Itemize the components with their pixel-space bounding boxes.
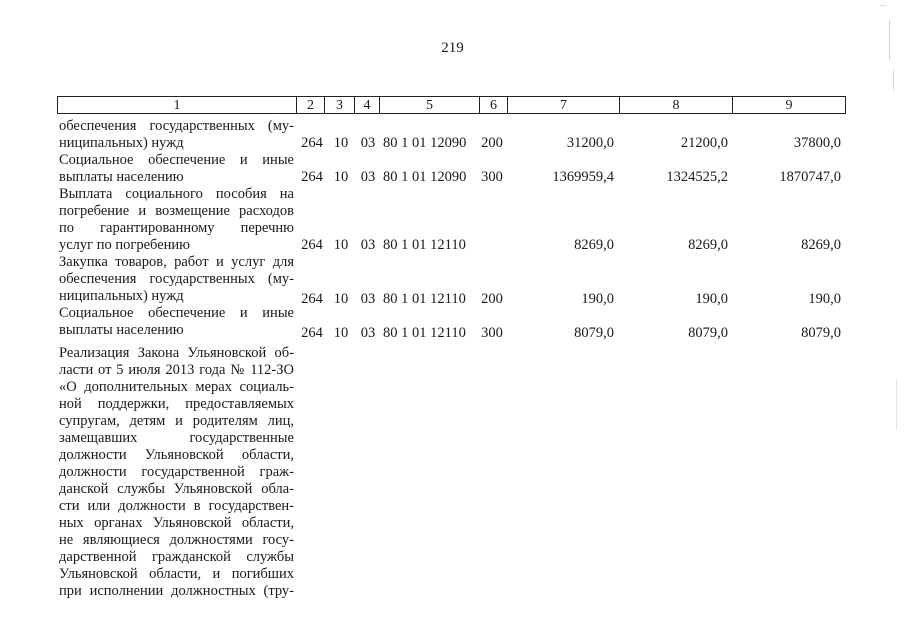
cell-col-5: 80 1 01 12090 xyxy=(383,169,467,185)
description-line: Социальное обеспечение и иные xyxy=(59,305,294,321)
cell-col-3: 10 xyxy=(333,325,349,341)
cell-col-9: 8079,0 xyxy=(801,325,841,341)
description-line: не являющиеся должностями госу- xyxy=(59,532,294,548)
description-line: при исполнении должностных (тру- xyxy=(59,583,294,599)
description-line: выплаты населению xyxy=(59,322,184,338)
description-line: должности государственной граж- xyxy=(59,464,294,480)
description-line: Социальное обеспечение и иные xyxy=(59,152,294,168)
cell-col-6: 300 xyxy=(481,325,503,341)
cell-col-8: 190,0 xyxy=(695,291,728,307)
header-col-2: 2 xyxy=(297,97,325,113)
description-line: Выплата социального пособия на xyxy=(59,186,294,202)
table-row xyxy=(0,290,905,308)
cell-col-9: 1870747,0 xyxy=(779,169,841,185)
scan-artifact xyxy=(880,5,886,6)
header-col-7: 7 xyxy=(508,97,620,113)
description-line: замещавших государственные xyxy=(59,430,294,446)
header-col-1: 1 xyxy=(58,97,297,113)
cell-col-3: 10 xyxy=(333,237,349,253)
header-col-9: 9 xyxy=(785,98,793,113)
description-line: услуг по погребению xyxy=(59,237,190,253)
header-col-8: 8 xyxy=(620,97,733,113)
cell-col-9: 190,0 xyxy=(808,291,841,307)
cell-col-4: 03 xyxy=(360,291,376,307)
description-line: по гарантированному перечню xyxy=(59,220,294,236)
cell-col-4: 03 xyxy=(360,237,376,253)
cell-col-8: 1324525,2 xyxy=(666,169,728,185)
header-col-3: 3 xyxy=(325,97,355,113)
cell-col-6: 300 xyxy=(481,169,503,185)
description-line: обеспечения государственных (му- xyxy=(59,271,294,287)
cell-col-7: 31200,0 xyxy=(566,135,614,151)
cell-col-4: 03 xyxy=(360,169,376,185)
description-line: должности Ульяновской области, xyxy=(59,447,294,463)
table-row xyxy=(0,324,905,342)
table-row xyxy=(0,236,905,254)
header-col-5: 5 xyxy=(380,97,480,113)
cell-col-3: 10 xyxy=(333,169,349,185)
header-col-6: 6 xyxy=(480,97,508,113)
cell-col-9: 37800,0 xyxy=(793,135,841,151)
scan-artifact xyxy=(893,70,894,90)
page-number: 219 xyxy=(441,40,464,56)
table-row xyxy=(0,134,905,152)
cell-col-8: 21200,0 xyxy=(680,135,728,151)
cell-col-5: 80 1 01 12110 xyxy=(383,291,466,307)
description-line: дарственной гражданской службы xyxy=(59,549,294,565)
cell-col-2: 264 xyxy=(301,325,323,341)
description-line: погребение и возмещение расходов xyxy=(59,203,294,219)
cell-col-3: 10 xyxy=(333,291,349,307)
cell-col-7: 8079,0 xyxy=(574,325,614,341)
description-line: ниципальных) нужд xyxy=(59,135,184,151)
cell-col-2: 264 xyxy=(301,237,323,253)
cell-col-4: 03 xyxy=(360,135,376,151)
cell-col-9: 8269,0 xyxy=(801,237,841,253)
cell-col-6: 200 xyxy=(481,291,503,307)
cell-col-2: 264 xyxy=(301,169,323,185)
scan-artifact xyxy=(896,380,897,430)
cell-col-8: 8079,0 xyxy=(688,325,728,341)
description-line: Реализация Закона Ульяновской об- xyxy=(59,345,294,361)
header-col-4: 4 xyxy=(355,97,380,113)
description-line: супругам, детям и родителям лиц, xyxy=(59,413,294,429)
cell-col-5: 80 1 01 12110 xyxy=(383,325,466,341)
cell-col-8: 8269,0 xyxy=(688,237,728,253)
description-line: сти или должности в государствен- xyxy=(59,498,294,514)
description-line: Ульяновской области, и погибших xyxy=(59,566,294,582)
cell-col-4: 03 xyxy=(360,325,376,341)
cell-col-5: 80 1 01 12090 xyxy=(383,135,467,151)
cell-col-5: 80 1 01 12110 xyxy=(383,237,466,253)
description-line: ласти от 5 июля 2013 года № 112-ЗО xyxy=(59,362,294,378)
description-line: ной поддержки, предоставляемых xyxy=(59,396,294,412)
description-line: Закупка товаров, работ и услуг для xyxy=(59,254,294,270)
cell-col-6: 200 xyxy=(481,135,503,151)
scan-artifact xyxy=(889,20,890,60)
cell-col-7: 1369959,4 xyxy=(552,169,614,185)
description-line: обеспечения государственных (му- xyxy=(59,118,294,134)
description-line: данской службы Ульяновской обла- xyxy=(59,481,294,497)
cell-col-2: 264 xyxy=(301,291,323,307)
description-line: выплаты населению xyxy=(59,169,184,185)
table-row xyxy=(0,168,905,186)
cell-col-7: 8269,0 xyxy=(574,237,614,253)
cell-col-2: 264 xyxy=(301,135,323,151)
description-line: ниципальных) нужд xyxy=(59,288,184,304)
cell-col-7: 190,0 xyxy=(581,291,614,307)
table-header xyxy=(57,96,846,114)
cell-col-3: 10 xyxy=(333,135,349,151)
description-line: ных органах Ульяновской области, xyxy=(59,515,294,531)
description-line: «О дополнительных мерах социаль- xyxy=(59,379,294,395)
